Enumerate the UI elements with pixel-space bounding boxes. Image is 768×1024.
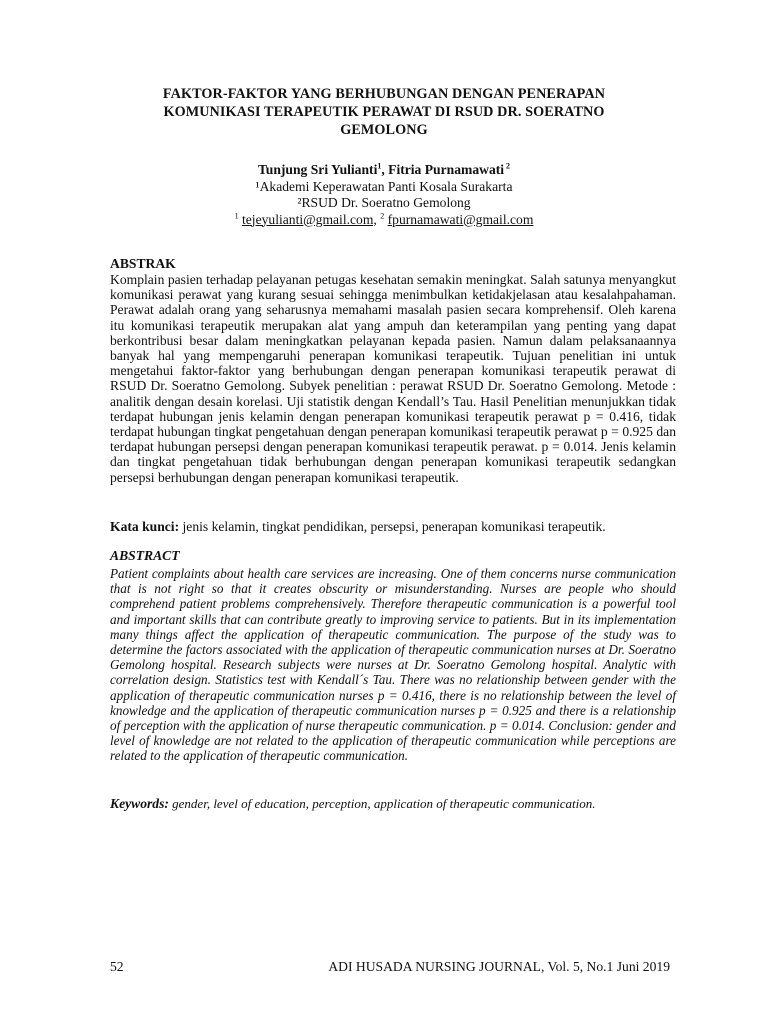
keywords (110, 796, 676, 812)
title-line-2: KOMUNIKASI TERAPEUTIK PERAWAT DI RSUD DR. SOERATNO (163, 104, 605, 120)
author-separator: , (381, 162, 389, 177)
author-1: Tunjung Sri Yulianti (257, 162, 378, 177)
kata-kunci-label: Kata kunci: (110, 519, 180, 534)
author-names (110, 162, 658, 179)
email-2-sup: 2 (380, 210, 385, 220)
email-line (110, 212, 658, 229)
journal-footer: ADI HUSADA NURSING JOURNAL, Vol. 5, No.1 Juni 2019 (328, 959, 670, 974)
affiliation-2: ²RSUD Dr. Soeratno Gemolong (297, 195, 471, 210)
abstract-text: Patient complaints about health care services are increasing. One of them concerns nurse communication that is not right so that it creates obscurity or misunderstanding. Nurses are people who should comprehend patient problems comprehensively. Therefore therapeutic communication is a powerful tool and important skills that can contribute greatly to improving service to patients. But in its implementation many things affect the application of therapeutic communication. The purpose of the study was to determine the factors associated with the application of therapeutic communication nurses at Dr. Soeratno Gemolong hospital. Research subjects were nurses at Dr. Soeratno Gemolong hospital. Analytic with correlation design. Statistics test with Kendall´s Tau. There was no relationship between gender with the application of therapeutic communication nurses p = 0.416, there is no relationship between the level of knowledge and the application of therapeutic communication nurses p = 0.925 and there is a relationship of perception with the application of nurse therapeutic communication. p = 0.014. Conclusion: gender and level of knowledge are not related to the application of therapeutic communication while perceptions are related to the application of therapeutic communication. (110, 566, 676, 764)
kata-kunci-text: jenis kelamin, tingkat pendidikan, persepsi, penerapan komunikasi terapeutik. (179, 519, 606, 534)
abstract-heading: ABSTRACT (110, 548, 180, 563)
title-line-1: FAKTOR-FAKTOR YANG BERHUBUNGAN DENGAN PENERAPAN (162, 86, 606, 102)
affiliation-1: ¹Akademi Keperawatan Panti Kosala Surakarta (255, 178, 513, 194)
title-line-3: GEMOLONG (340, 122, 428, 138)
email-1-link[interactable]: tejeyulianti@gmail.com, (241, 211, 377, 227)
keywords-text: gender, level of education, perception, application of therapeutic communication. (168, 796, 596, 811)
kata-kunci (110, 519, 676, 535)
abstrak-heading: ABSTRAK (110, 256, 176, 271)
author-block (110, 162, 658, 228)
paper-title (120, 85, 648, 139)
author-1-sup: 1 (377, 161, 382, 171)
email-1-sup: 1 (234, 210, 239, 220)
abstrak-text: Komplain pasien terhadap pelayanan petugas kesehatan semakin meningkat. Salah satunya menyangkut komunikasi perawat yang kurang sesuai sehingga menimbulkan ketidakjelasan atau kesalahpahaman. Perawat adalah orang yang seharusnya memahami masalah pasien secara komprehensif. Oleh karena itu komunikasi terapeutik merupakan alat yang ampuh dan keterampilan yang penting yang dapat berkontribusi besar dalam meningkatkan pelayanan kepada pasien. Namun dalam pelaksanaannya banyak hal yang mempengaruhi penerapan komunikasi terapeutik. Tujuan penelitian ini untuk mengetahui faktor-faktor yang berhubungan dengan penerapan komunikasi terapeutik perawat di RSUD Dr. Soeratno Gemolong. Subyek penelitian : perawat RSUD Dr. Soeratno Gemolong. Metode : analitik dengan desain korelasi. Uji statistik dengan Kendall’s Tau. Hasil Penelitian menunjukkan tidak terdapat hubungan jenis kelamin dengan penerapan komunikasi terapeutik perawat p = 0.416, tidak terdapat hubungan tingkat pengetahuan dengan penerapan komunikasi terapeutik perawat p = 0.925 dan terdapat hubungan persepsi dengan penerapan komunikasi terapeutik perawat. p = 0.014. Jenis kelamin dan tingkat pengetahuan tidak berhubungan dengan penerapan komunikasi terapeutik sedangkan persepsi berhubungan dengan penerapan komunikasi terapeutik. (110, 272, 676, 485)
author-2: Fitria Purnamawati (388, 162, 505, 177)
author-2-sup: 2 (504, 161, 511, 171)
keywords-label: Keywords: (110, 796, 169, 811)
page-number: 52 (110, 959, 124, 974)
email-2-link[interactable]: fpurnamawati@gmail.com (387, 211, 534, 227)
